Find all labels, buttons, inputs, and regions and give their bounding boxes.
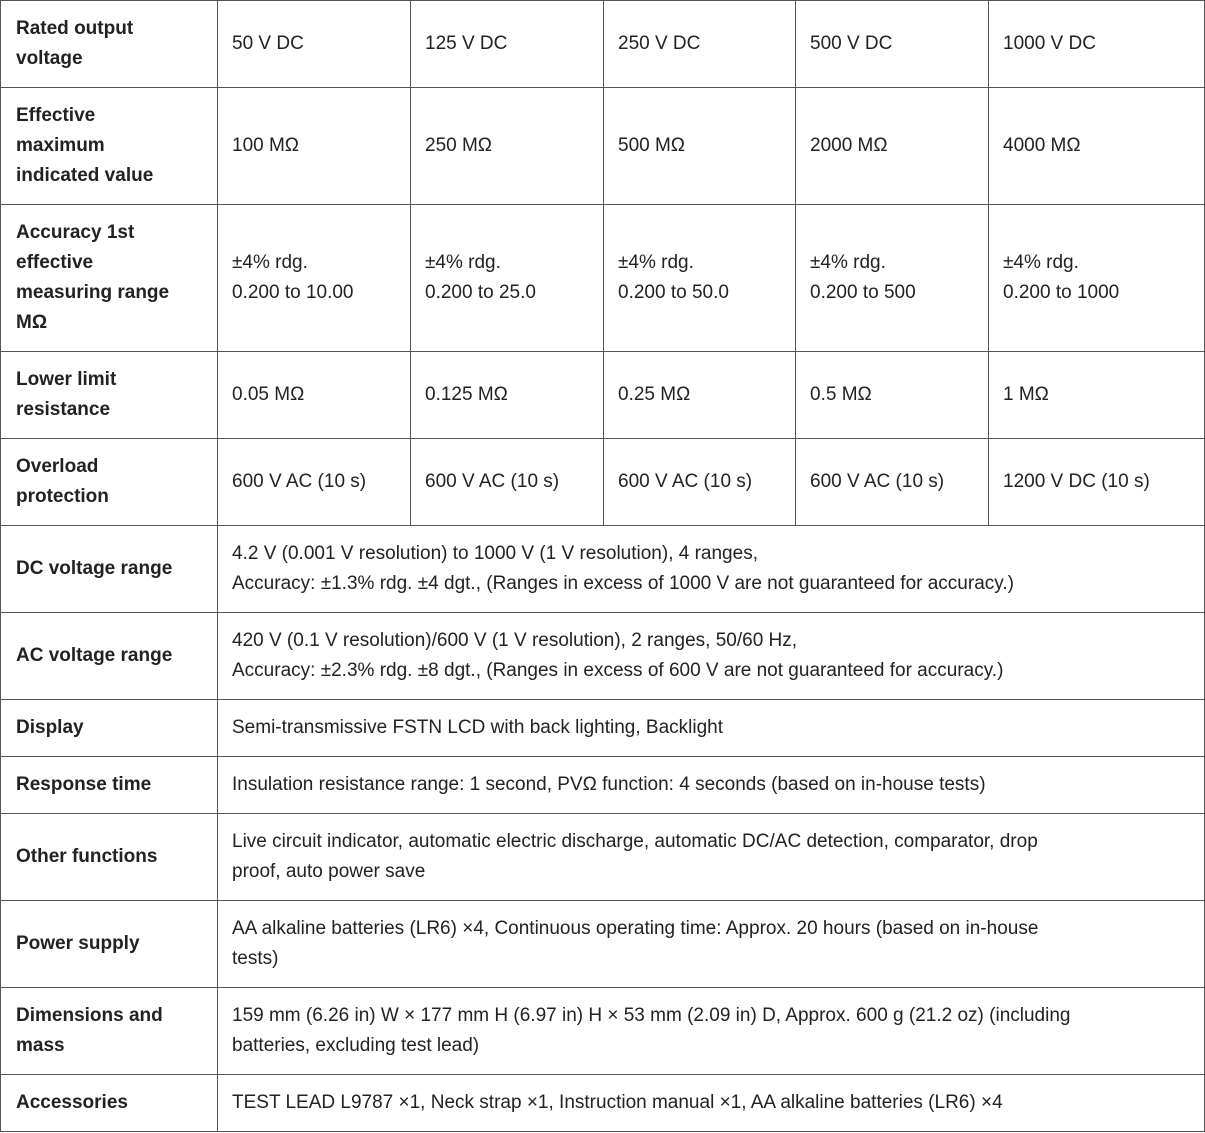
value-cell-wide: Semi-transmissive FSTN LCD with back lighting, Backlight	[218, 700, 1205, 757]
value-cell-wide: 4.2 V (0.001 V resolution) to 1000 V (1 V resolution), 4 ranges, Accuracy: ±1.3% rdg. ±4 dgt., (Ranges in excess of 1000 V are not guaranteed for accuracy.)	[218, 526, 1205, 613]
value-cell: 4000 MΩ	[989, 88, 1205, 205]
row-label: Overload protection	[1, 439, 218, 526]
row-label: Accessories	[1, 1075, 218, 1132]
row-effective-maximum-indicated-value	[1, 88, 1205, 205]
value-cell: 1000 V DC	[989, 1, 1205, 88]
row-label: Rated output voltage	[1, 1, 218, 88]
value-cell-wide: TEST LEAD L9787 ×1, Neck strap ×1, Instruction manual ×1, AA alkaline batteries (LR6) ×4	[218, 1075, 1205, 1132]
value-cell: 600 V AC (10 s)	[796, 439, 989, 526]
value-cell: 0.125 MΩ	[411, 352, 604, 439]
row-label: Display	[1, 700, 218, 757]
value-cell: ±4% rdg. 0.200 to 25.0	[411, 205, 604, 352]
value-cell: 0.5 MΩ	[796, 352, 989, 439]
row-label: Lower limit resistance	[1, 352, 218, 439]
value-cell: 1200 V DC (10 s)	[989, 439, 1205, 526]
row-label: Other functions	[1, 814, 218, 901]
row-rated-output-voltage	[1, 1, 1205, 88]
value-cell: 0.05 MΩ	[218, 352, 411, 439]
row-other-functions	[1, 814, 1205, 901]
value-cell: ±4% rdg. 0.200 to 50.0	[604, 205, 796, 352]
value-cell: 1 MΩ	[989, 352, 1205, 439]
row-lower-limit-resistance	[1, 352, 1205, 439]
row-label: Effective maximum indicated value	[1, 88, 218, 205]
value-cell: ±4% rdg. 0.200 to 500	[796, 205, 989, 352]
row-dc-voltage-range	[1, 526, 1205, 613]
value-cell-wide: 159 mm (6.26 in) W × 177 mm H (6.97 in) H × 53 mm (2.09 in) D, Approx. 600 g (21.2 oz) (including batteries, excluding test lead)	[218, 988, 1205, 1075]
row-dimensions-and-mass	[1, 988, 1205, 1075]
value-cell-wide: AA alkaline batteries (LR6) ×4, Continuous operating time: Approx. 20 hours (based on in-house tests)	[218, 901, 1205, 988]
value-cell: 500 MΩ	[604, 88, 796, 205]
value-cell: 125 V DC	[411, 1, 604, 88]
value-cell: 0.25 MΩ	[604, 352, 796, 439]
value-cell-wide: 420 V (0.1 V resolution)/600 V (1 V resolution), 2 ranges, 50/60 Hz, Accuracy: ±2.3% rdg. ±8 dgt., (Ranges in excess of 600 V are not guaranteed for accuracy.)	[218, 613, 1205, 700]
value-cell: 600 V AC (10 s)	[218, 439, 411, 526]
row-response-time	[1, 757, 1205, 814]
value-cell: 500 V DC	[796, 1, 989, 88]
row-ac-voltage-range	[1, 613, 1205, 700]
value-cell: 600 V AC (10 s)	[411, 439, 604, 526]
value-cell: 2000 MΩ	[796, 88, 989, 205]
row-label: DC voltage range	[1, 526, 218, 613]
row-label: Power supply	[1, 901, 218, 988]
row-label: AC voltage range	[1, 613, 218, 700]
row-accuracy	[1, 205, 1205, 352]
row-label: Dimensions and mass	[1, 988, 218, 1075]
value-cell: 250 MΩ	[411, 88, 604, 205]
row-overload-protection	[1, 439, 1205, 526]
value-cell: 50 V DC	[218, 1, 411, 88]
value-cell: 250 V DC	[604, 1, 796, 88]
value-cell: 600 V AC (10 s)	[604, 439, 796, 526]
row-label: Response time	[1, 757, 218, 814]
value-cell-wide: Insulation resistance range: 1 second, PVΩ function: 4 seconds (based on in-house tests)	[218, 757, 1205, 814]
row-label: Accuracy 1st effective measuring range MΩ	[1, 205, 218, 352]
value-cell: ±4% rdg. 0.200 to 10.00	[218, 205, 411, 352]
row-display	[1, 700, 1205, 757]
value-cell: 100 MΩ	[218, 88, 411, 205]
row-accessories	[1, 1075, 1205, 1132]
value-cell: ±4% rdg. 0.200 to 1000	[989, 205, 1205, 352]
row-power-supply	[1, 901, 1205, 988]
value-cell-wide: Live circuit indicator, automatic electric discharge, automatic DC/AC detection, comparator, drop proof, auto power save	[218, 814, 1205, 901]
